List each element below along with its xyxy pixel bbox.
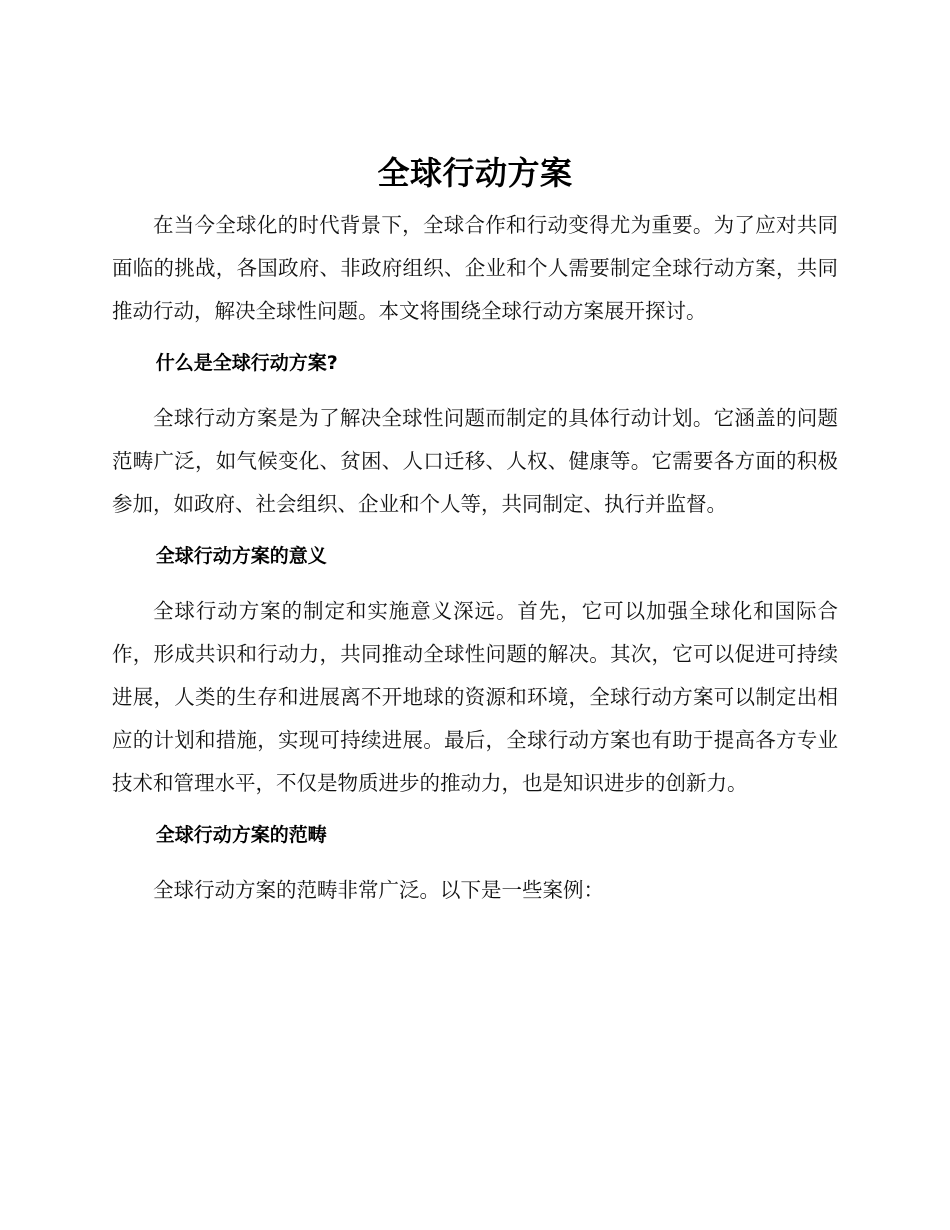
scope-paragraph: 全球行动方案的范畴非常广泛。以下是一些案例： bbox=[153, 878, 604, 902]
meaning-paragraph: 全球行动方案的制定和实施意义深远。首先，它可以加强全球化和国际合作，形成共识和行动力，共同推动全球性问题的解决。其次，它可以促进可持续进展，人类的生存和进展离不开地球的资源和环境，全球行动方案可以制定出相应的计划和措施，实现可持续进展。最后，全球行动方案也有助于提高各方专业技术和管理水平，不仅是物质进步的推动力，也是知识进步的创新力。 bbox=[112, 599, 838, 795]
what-paragraph: 全球行动方案是为了解决全球性问题而制定的具体行动计划。它涵盖的问题范畴广泛，如气候变化、贫困、人口迁移、人权、健康等。它需要各方面的积极参加，如政府、社会组织、企业和个人等，共同制定、执行并监督。 bbox=[112, 406, 838, 516]
section-heading-scope: 全球行动方案的范畴 bbox=[155, 824, 327, 846]
section-heading-meaning: 全球行动方案的意义 bbox=[155, 545, 327, 567]
document-title: 全球行动方案 bbox=[377, 154, 573, 192]
section-heading-what: 什么是全球行动方案? bbox=[155, 352, 338, 374]
intro-paragraph: 在当今全球化的时代背景下，全球合作和行动变得尤为重要。为了应对共同面临的挑战，各国政府、非政府组织、企业和个人需要制定全球行动方案，共同推动行动，解决全球性问题。本文将围绕全球行动方案展开探讨。 bbox=[112, 213, 838, 323]
